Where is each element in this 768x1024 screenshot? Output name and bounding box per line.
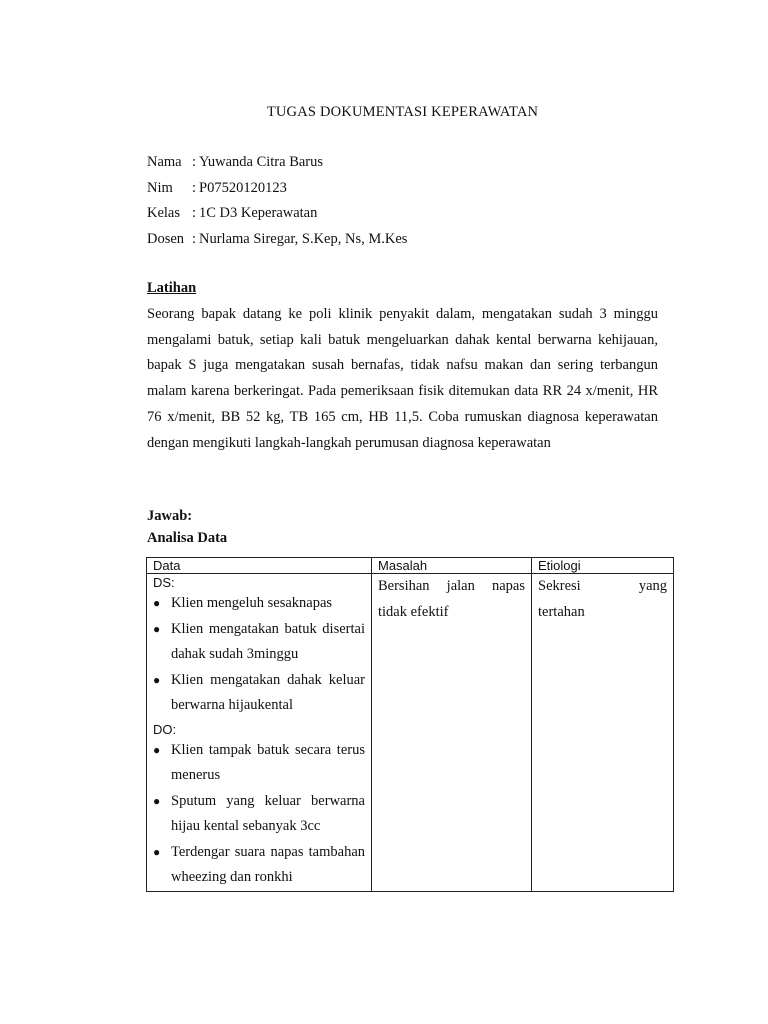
data-cell xyxy=(147,574,372,892)
identity-separator: : xyxy=(191,179,196,196)
table-header-row xyxy=(147,558,674,574)
list-item xyxy=(153,789,365,840)
etiologi-word: yang xyxy=(638,578,667,594)
jawab-heading: Jawab: xyxy=(147,508,193,524)
identity-separator: : xyxy=(191,230,196,247)
list-item-text: Terdengar suara napas tambahan wheezing dan ronkhi xyxy=(171,843,365,885)
identity-label: Nim xyxy=(147,179,173,196)
identity-value: Nurlama Siregar, S.Kep, Ns, M.Kes xyxy=(199,230,408,247)
identity-row-nim xyxy=(147,178,407,204)
identity-value: P07520120123 xyxy=(199,179,287,196)
do-label: DO: xyxy=(153,721,177,737)
latihan-paragraph: Seorang bapak datang ke poli klinik penyakit dalam, mengatakan sudah 3 minggu mengalami batuk, setiap kali batuk mengeluarkan dahak kental berwarna kehijauan, bapak S juga mengatakan susah bernafas, tidak nafsu makan dan sering terbangun malam karena berkeringat. Pada pemeriksaan fisik ditemukan data RR 24 x/menit, HR 76 x/menit, BB 52 kg, TB 165 cm, HB 11,5. Coba rumuskan diagnosa keperawatan dengan mengikuti langkah-langkah perumusan diagnosa keperawatan xyxy=(147,306,658,451)
list-item xyxy=(153,591,365,617)
list-item xyxy=(153,738,365,789)
masalah-cell xyxy=(372,574,532,892)
identity-block xyxy=(147,152,407,254)
bullet-icon: ● xyxy=(153,793,161,808)
do-list xyxy=(153,738,365,891)
list-item-text: Klien mengatakan dahak keluar berwarna hijaukental xyxy=(171,671,365,713)
masalah-text: Bersihan jalan napas tidak efektif xyxy=(378,578,525,620)
identity-value: 1C D3 Keperawatan xyxy=(199,205,318,221)
analisa-data-heading: Analisa Data xyxy=(147,530,228,546)
list-item-text: Sputum yang keluar berwarna hijau kental sebanyak 3cc xyxy=(171,792,365,834)
identity-separator: : xyxy=(191,154,196,170)
identity-row-dosen xyxy=(147,229,407,255)
header-etiologi: Etiologi xyxy=(532,558,674,574)
identity-label: Dosen xyxy=(147,230,185,247)
document-title: TUGAS DOKUMENTASI KEPERAWATAN xyxy=(266,104,539,120)
identity-separator: : xyxy=(191,205,196,221)
etiologi-word: Sekresi xyxy=(538,578,581,594)
bullet-icon: ● xyxy=(153,742,161,757)
bullet-icon: ● xyxy=(153,621,161,636)
list-item-text: Klien tampak batuk secara terus menerus xyxy=(171,741,365,783)
identity-row-nama xyxy=(147,152,407,178)
etiologi-line: tertahan xyxy=(538,603,585,620)
bullet-icon: ● xyxy=(153,844,161,859)
analysis-table xyxy=(146,557,674,892)
bullet-icon: ● xyxy=(153,596,161,610)
identity-label: Kelas xyxy=(147,205,181,221)
identity-label: Nama xyxy=(147,154,182,170)
header-data: Data xyxy=(147,558,372,574)
list-item xyxy=(153,668,365,719)
list-item-text: Klien mengeluh sesaknapas xyxy=(171,595,333,611)
table-row xyxy=(147,574,674,892)
etiologi-cell xyxy=(532,574,674,892)
list-item-text: Klien mengatakan batuk disertai dahak sudah 3minggu xyxy=(171,620,365,662)
ds-list xyxy=(153,591,365,719)
bullet-icon: ● xyxy=(153,672,161,687)
list-item xyxy=(153,840,365,891)
latihan-heading: Latihan xyxy=(147,280,197,296)
list-item xyxy=(153,617,365,668)
identity-value: Yuwanda Citra Barus xyxy=(199,154,324,170)
ds-label: DS: xyxy=(153,575,175,590)
header-masalah: Masalah xyxy=(372,558,532,574)
identity-row-kelas xyxy=(147,203,407,229)
etiologi-line xyxy=(538,574,667,600)
